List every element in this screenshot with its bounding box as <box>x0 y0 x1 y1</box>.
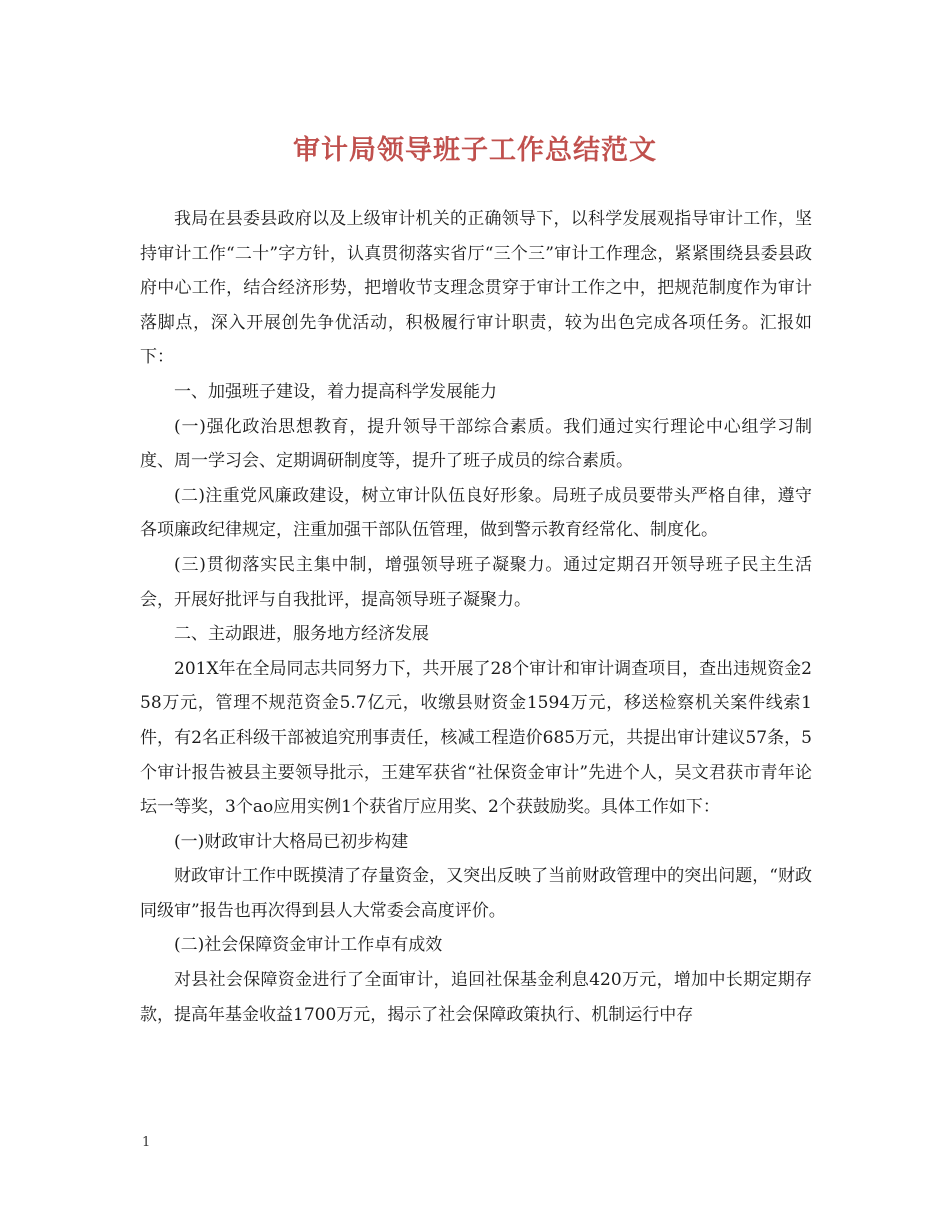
paragraph-1-2: (二)注重党风廉政建设，树立审计队伍良好形象。局班子成员要带头严格自律，遵守各项廉政纪律规定，注重加强干部队伍管理，做到警示教育经常化、制度化。 <box>140 485 812 541</box>
section-heading-2: 二、主动跟进，服务地方经济发展 <box>174 624 429 645</box>
section-heading-1: 一、加强班子建设，着力提高科学发展能力 <box>174 381 497 402</box>
paragraph-2-2: 对县社会保障资金进行了全面审计，追回社保基金利息420万元，增加中长期定期存款，提高年基金收益1700万元，揭示了社会保障政策执行、机制运行中存 <box>140 970 812 1025</box>
page-number: 1 <box>142 1135 151 1150</box>
paragraph-1-3: (三)贯彻落实民主集中制，增强领导班子凝聚力。通过定期召开领导班子民主生活会，开展好批评与自我批评，提高领导班子凝聚力。 <box>140 554 812 610</box>
paragraph-2-1: 财政审计工作中既摸清了存量资金，又突出反映了当前财政管理中的突出问题，“财政同级审”报告也再次得到县人大常委会高度评价。 <box>140 866 812 921</box>
subsection-heading-2-1: (一)财政审计大格局已初步构建 <box>174 831 409 852</box>
paragraph-1-1: (一)强化政治思想教育，提升领导干部综合素质。我们通过实行理论中心组学习制度、周一学习会、定期调研制度等，提升了班子成员的综合素质。 <box>140 416 812 472</box>
subsection-heading-2-2: (二)社会保障资金审计工作卓有成效 <box>174 935 443 956</box>
paragraph-2-summary: 201X年在全局同志共同努力下，共开展了28个审计和审计调查项目，查出违规资金258万元，管理不规范资金5.7亿元，收缴县财资金1594万元，移送检察机关案件线索1件，有2名正科级干部被追究刑事责任，核减工程造价685万元，共提出审计建议57条，5个审计报告被县主要领导批示，王建军获省“社保资金审计”先进个人，吴文君获市青年论坛一等奖，3个ao应用实例1个获省厅应用奖、2个获鼓励奖。具体工作如下： <box>140 658 812 818</box>
paragraph-intro: 我局在县委县政府以及上级审计机关的正确领导下，以科学发展观指导审计工作，坚持审计工作“二十”字方针，认真贯彻落实省厅“三个三”审计工作理念，紧紧围绕县委县政府中心工作，结合经济形势，把增收节支理念贯穿于审计工作之中，把规范制度作为审计落脚点，深入开展创先争优活动，积极履行审计职责，较为出色完成各项任务。汇报如下： <box>140 209 812 368</box>
document-body <box>140 202 812 1032</box>
document-title: 审计局领导班子工作总结范文 <box>293 135 657 166</box>
